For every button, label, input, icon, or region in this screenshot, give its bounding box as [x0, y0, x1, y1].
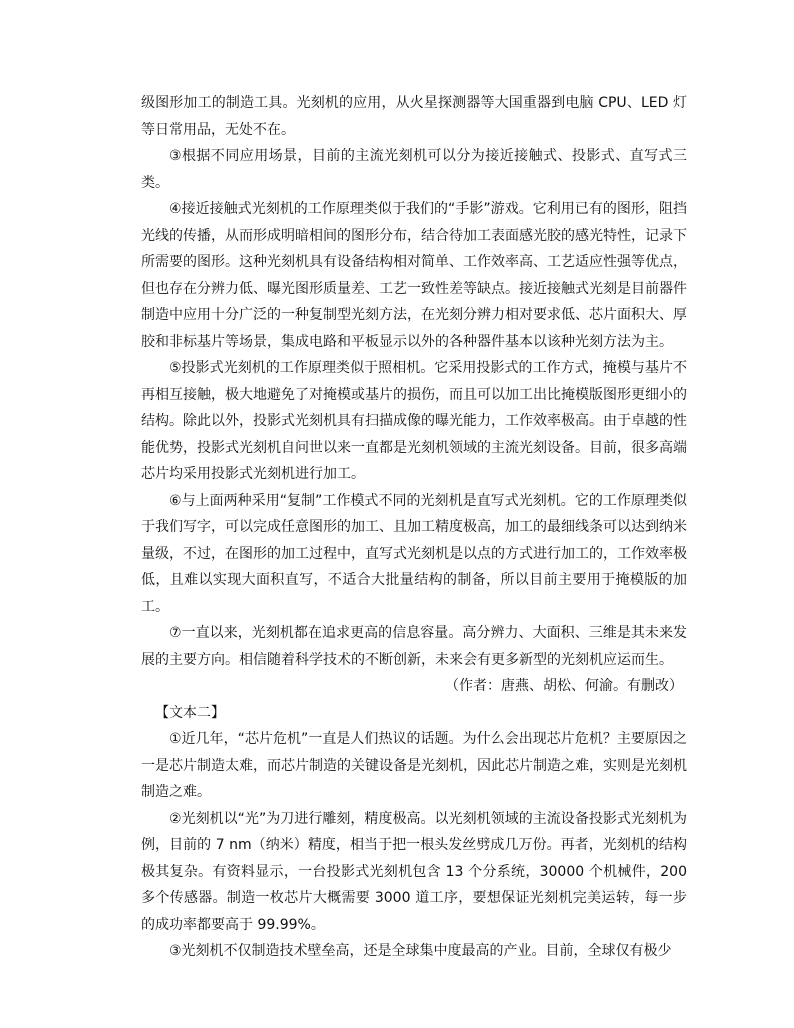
text-two-paragraph-1: ①近几年，“芯片危机”一直是人们热议的话题。为什么会出现芯片危机？主要原因之一是芯片制造太难，而芯片制造的关键设备是光刻机，因此芯片制造之难，实则是光刻机制造之难。 [141, 731, 687, 800]
paragraph-5: ⑤投影式光刻机的工作原理类似于照相机。它采用投影式的工作方式，掩模与基片不再相互接触，极大地避免了对掩模或基片的损伤，而且可以加工出比掩模版图形更细小的结构。除此以外，投影式光刻机具有扫描成像的曝光能力，工作效率极高。由于卓越的性能优势，投影式光刻机自问世以来一直都是光刻机领域的主流光刻设备。目前，很多高端芯片均采用投影式光刻机进行加工。 [141, 360, 687, 482]
paragraph-7: ⑦一直以来，光刻机都在追求更高的信息容量。高分辨力、大面积、三维是其未来发展的主要方向。相信随着科学技术的不断创新，未来会有更多新型的光刻机应运而生。 [141, 625, 687, 668]
document-page [141, 90, 687, 965]
paragraph-3: ③根据不同应用场景，目前的主流光刻机可以分为接近接触式、投影式、直写式三类。 [141, 148, 687, 191]
author-attribution: （作者：唐燕、胡松、何渝。有删改） [445, 678, 683, 694]
section-heading-text-two: 【文本二】 [155, 704, 225, 721]
text-two-paragraph-2: ②光刻机以“光”为刀进行雕刻，精度极高。以光刻机领域的主流设备投影式光刻机为例，目前的 7 nm（纳米）精度，相当于把一根头发丝劈成几万份。再者，光刻机的结构极其复杂。有资料显示，一台投影式光刻机包含 13 个分系统，30000 个机械件，200 多个传感器。制造一枚芯片大概需要 3000 道工序，要想保证光刻机完美运转，每一步的成功率都要高于 99.99%。 [141, 810, 687, 933]
paragraph-4: ④接近接触式光刻机的工作原理类似于我们的“手影”游戏。它利用已有的图形，阻挡光线的传播，从而形成明暗相间的图形分布，结合待加工表面感光胶的感光特性，记录下所需要的图形。这种光刻机具有设备结构相对简单、工作效率高、工艺适应性强等优点，但也存在分辨力低、曝光图形质量差、工艺一致性差等缺点。接近接触式光刻是目前器件制造中应用十分广泛的一种复制型光刻方法，在光刻分辨力相对要求低、芯片面积大、厚胶和非标基片等场景，集成电路和平板显示以外的各种器件基本以该种光刻方法为主。 [141, 201, 687, 350]
text-two-paragraph-3: ③光刻机不仅制造技术壁垒高，还是全球集中度最高的产业。目前，全球仅有极少 [169, 943, 672, 959]
paragraph-continuation: 级图形加工的制造工具。光刻机的应用，从火星探测器等大国重器到电脑 CPU、LED 灯等日常用品，无处不在。 [141, 95, 687, 138]
paragraph-6: ⑥与上面两种采用“复制”工作模式不同的光刻机是直写式光刻机。它的工作原理类似于我们写字，可以完成任意图形的加工、且加工精度极高，加工的最细线条可以达到纳米量级，不过，在图形的加工过程中，直写式光刻机是以点的方式进行加工的，工作效率极低，且难以实现大面积直写，不适合大批量结构的制备，所以目前主要用于掩模版的加工。 [141, 492, 687, 615]
